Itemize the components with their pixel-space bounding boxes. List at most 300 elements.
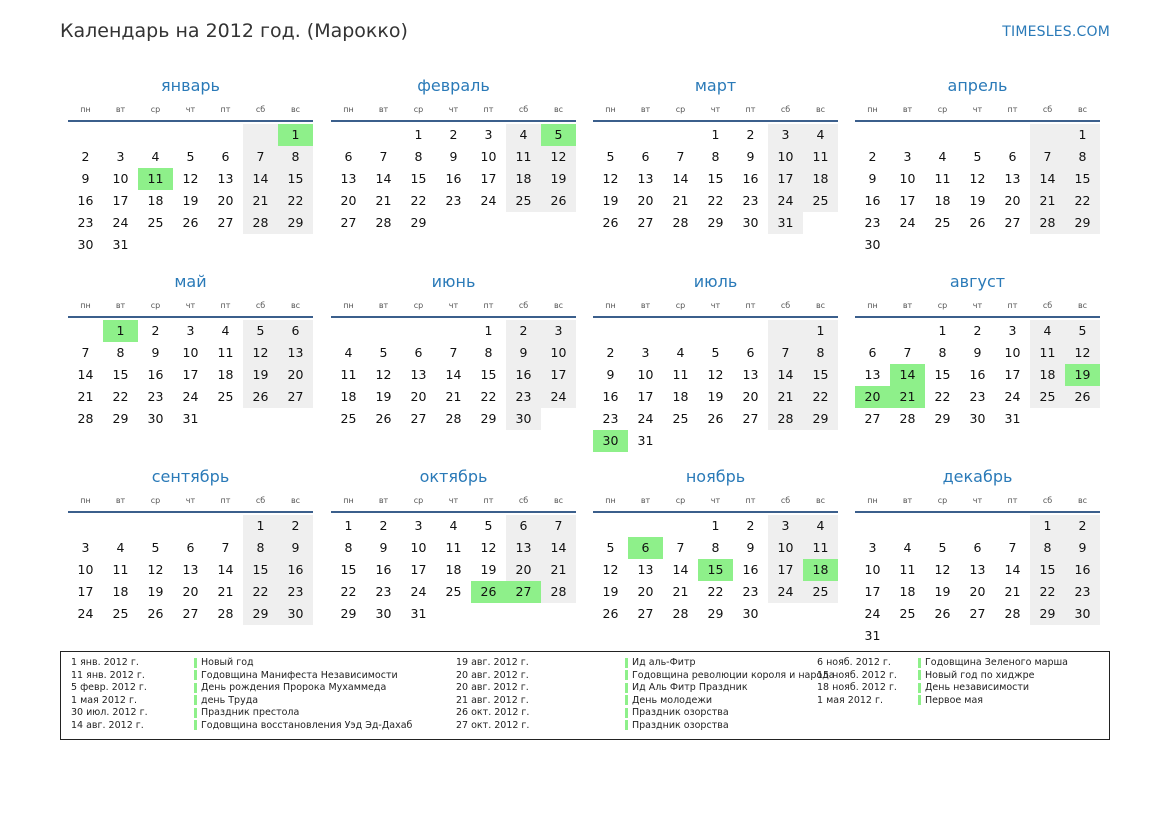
- day-cell: 5: [243, 320, 278, 342]
- day-cell: 3: [116, 149, 125, 164]
- weekday-header: сб: [1042, 496, 1053, 505]
- month-grid: [855, 296, 1100, 430]
- day-cell: 16: [375, 562, 392, 577]
- day-cell: 20: [969, 584, 986, 599]
- weekday-header: вс: [1077, 105, 1088, 114]
- day-cell: 12: [602, 171, 619, 186]
- day-cell: 9: [81, 171, 90, 186]
- empty-day-cell: [173, 515, 208, 537]
- day-cell: 14: [375, 171, 392, 186]
- day-cell: 18: [506, 168, 541, 190]
- day-cell: 4: [151, 149, 160, 164]
- month-name: март: [694, 76, 737, 95]
- weekday-header: чт: [185, 301, 196, 310]
- empty-day-cell: [593, 515, 628, 537]
- month-8: [855, 268, 1100, 430]
- day-cell: 11: [112, 562, 129, 577]
- weekday-header: вт: [640, 496, 651, 505]
- day-cell: 11: [217, 345, 234, 360]
- legend-date: 1 мая 2012 г.: [71, 694, 137, 706]
- day-cell: 6: [414, 345, 423, 360]
- day-cell: 22: [1065, 190, 1100, 212]
- day-cell: 19: [243, 364, 278, 386]
- day-cell: 15: [803, 364, 838, 386]
- day-cell: 2: [449, 127, 458, 142]
- day-cell: 1: [803, 320, 838, 342]
- month-grid: [68, 296, 313, 430]
- weekday-header: пн: [343, 301, 354, 310]
- weekday-header: пт: [745, 105, 756, 114]
- day-cell: 9: [379, 540, 388, 555]
- legend-entry: [71, 695, 412, 708]
- day-cell: 13: [864, 367, 881, 382]
- day-cell: 27: [637, 606, 654, 621]
- day-cell: 1: [414, 127, 423, 142]
- empty-day-cell: [436, 320, 471, 342]
- day-cell: 5: [606, 540, 615, 555]
- day-cell: 15: [1065, 168, 1100, 190]
- weekday-header: вт: [115, 105, 126, 114]
- holiday-day-cell: 1: [103, 320, 138, 342]
- day-cell: 26: [243, 386, 278, 408]
- day-cell: 31: [637, 433, 654, 448]
- holiday-day-cell: 6: [628, 537, 663, 559]
- weekday-header: чт: [710, 496, 721, 505]
- empty-day-cell: [628, 515, 663, 537]
- weekday-header: чт: [448, 105, 459, 114]
- day-cell: 15: [243, 559, 278, 581]
- day-cell: 31: [1004, 411, 1021, 426]
- weekday-header: сб: [780, 105, 791, 114]
- month-4: [855, 72, 1100, 256]
- day-cell: 2: [151, 323, 160, 338]
- day-cell: 5: [484, 518, 493, 533]
- weekday-header: пн: [605, 301, 616, 310]
- day-cell: 14: [445, 367, 462, 382]
- legend-column-2: [456, 657, 835, 733]
- day-cell: 16: [864, 193, 881, 208]
- day-cell: 1: [484, 323, 493, 338]
- day-cell: 26: [707, 411, 724, 426]
- empty-day-cell: [68, 320, 103, 342]
- day-cell: 3: [768, 515, 803, 537]
- month-12: [855, 463, 1100, 647]
- day-cell: 10: [864, 562, 881, 577]
- legend-date: 27 окт. 2012 г.: [456, 719, 530, 731]
- weekday-header: ср: [413, 105, 424, 114]
- day-cell: 31: [182, 411, 199, 426]
- legend-date: 21 авг. 2012 г.: [456, 694, 529, 706]
- legend-entry: [71, 707, 412, 720]
- day-cell: 14: [768, 364, 803, 386]
- day-cell: 7: [379, 149, 388, 164]
- day-cell: 10: [768, 537, 803, 559]
- day-cell: 24: [410, 584, 427, 599]
- day-cell: 2: [868, 149, 877, 164]
- empty-day-cell: [960, 124, 995, 146]
- day-cell: 9: [449, 149, 458, 164]
- weekday-header: чт: [448, 301, 459, 310]
- empty-day-cell: [138, 515, 173, 537]
- day-cell: 14: [672, 171, 689, 186]
- day-cell: 28: [1030, 212, 1065, 234]
- day-cell: 16: [969, 367, 986, 382]
- day-cell: 3: [186, 323, 195, 338]
- legend-holiday-name: Первое мая: [925, 694, 983, 706]
- day-cell: 30: [1065, 603, 1100, 625]
- weekday-header: вс: [815, 301, 826, 310]
- legend-holiday-name: Ид аль-Фитр: [632, 657, 696, 668]
- weekday-header: пн: [867, 301, 878, 310]
- day-cell: 20: [278, 364, 313, 386]
- day-cell: 27: [637, 215, 654, 230]
- day-cell: 4: [344, 345, 353, 360]
- empty-day-cell: [890, 515, 925, 537]
- page-title: Календарь на 2012 год. (Марокко): [60, 20, 408, 42]
- legend-holiday-name: Праздник озорства: [632, 707, 729, 719]
- empty-day-cell: [628, 320, 663, 342]
- month-name: январь: [161, 76, 220, 95]
- day-cell: 4: [676, 345, 685, 360]
- day-cell: 1: [938, 323, 947, 338]
- day-cell: 22: [934, 389, 951, 404]
- weekday-header: ср: [937, 301, 948, 310]
- day-cell: 31: [768, 212, 803, 234]
- weekday-header: вс: [290, 105, 301, 114]
- day-cell: 3: [868, 540, 877, 555]
- day-cell: 4: [506, 124, 541, 146]
- holiday-legend: [60, 651, 1110, 740]
- day-cell: 4: [803, 124, 838, 146]
- legend-marker: [625, 695, 628, 705]
- holiday-day-cell: 1: [278, 124, 313, 146]
- empty-day-cell: [173, 124, 208, 146]
- day-cell: 24: [1004, 389, 1021, 404]
- day-cell: 2: [746, 127, 755, 142]
- day-cell: 4: [803, 515, 838, 537]
- day-cell: 18: [934, 193, 951, 208]
- empty-day-cell: [68, 515, 103, 537]
- day-cell: 9: [746, 540, 755, 555]
- day-cell: 7: [243, 146, 278, 168]
- day-cell: 4: [1030, 320, 1065, 342]
- weekday-header: ср: [937, 105, 948, 114]
- day-cell: 13: [637, 171, 654, 186]
- day-cell: 26: [602, 606, 619, 621]
- day-cell: 19: [541, 168, 576, 190]
- day-cell: 3: [484, 127, 493, 142]
- empty-day-cell: [628, 124, 663, 146]
- weekday-header: пн: [80, 301, 91, 310]
- day-cell: 22: [278, 190, 313, 212]
- day-cell: 12: [182, 171, 199, 186]
- day-cell: 12: [934, 562, 951, 577]
- weekday-header: вс: [1077, 301, 1088, 310]
- weekday-header: сб: [255, 496, 266, 505]
- day-cell: 28: [445, 411, 462, 426]
- legend-marker: [194, 683, 197, 693]
- day-cell: 14: [1030, 168, 1065, 190]
- day-cell: 25: [1030, 386, 1065, 408]
- empty-day-cell: [593, 320, 628, 342]
- day-cell: 6: [973, 540, 982, 555]
- month-grid: [68, 100, 313, 256]
- day-cell: 8: [711, 540, 720, 555]
- weekday-header: чт: [448, 496, 459, 505]
- day-cell: 9: [973, 345, 982, 360]
- empty-day-cell: [366, 320, 401, 342]
- day-cell: 8: [344, 540, 353, 555]
- day-cell: 27: [864, 411, 881, 426]
- legend-date: 26 окт. 2012 г.: [456, 707, 530, 719]
- legend-holiday-name: Годовщина Зеленого марша: [925, 657, 1068, 668]
- day-cell: 12: [480, 540, 497, 555]
- empty-day-cell: [208, 515, 243, 537]
- month-3: [593, 72, 838, 234]
- day-cell: 8: [1030, 537, 1065, 559]
- legend-holiday-name: Новый год по хиджре: [925, 669, 1035, 681]
- day-cell: 15: [480, 367, 497, 382]
- weekday-header: пт: [220, 301, 231, 310]
- month-7: [593, 268, 838, 452]
- holiday-day-cell: 27: [506, 581, 541, 603]
- empty-day-cell: [663, 515, 698, 537]
- day-cell: 27: [969, 606, 986, 621]
- day-cell: 29: [1030, 603, 1065, 625]
- legend-holiday-name: Праздник озорства: [632, 719, 729, 731]
- day-cell: 24: [864, 606, 881, 621]
- day-cell: 12: [1065, 342, 1100, 364]
- day-cell: 17: [480, 171, 497, 186]
- legend-date: 5 февр. 2012 г.: [71, 682, 147, 694]
- day-cell: 2: [278, 515, 313, 537]
- day-cell: 18: [1030, 364, 1065, 386]
- legend-entry: [817, 657, 1068, 670]
- day-cell: 9: [278, 537, 313, 559]
- weekday-header: сб: [255, 105, 266, 114]
- empty-day-cell: [925, 124, 960, 146]
- day-cell: 30: [864, 237, 881, 252]
- day-cell: 2: [746, 518, 755, 533]
- empty-day-cell: [331, 320, 366, 342]
- day-cell: 1: [1030, 515, 1065, 537]
- day-cell: 1: [344, 518, 353, 533]
- day-cell: 25: [934, 215, 951, 230]
- day-cell: 9: [868, 171, 877, 186]
- day-cell: 23: [506, 386, 541, 408]
- day-cell: 20: [340, 193, 357, 208]
- weekday-header: пн: [867, 496, 878, 505]
- day-cell: 5: [151, 540, 160, 555]
- day-cell: 16: [1065, 559, 1100, 581]
- holiday-day-cell: 15: [698, 559, 733, 581]
- day-cell: 14: [1004, 562, 1021, 577]
- legend-holiday-name: Праздник престола: [201, 707, 300, 719]
- day-cell: 30: [375, 606, 392, 621]
- day-cell: 23: [742, 193, 759, 208]
- day-cell: 2: [973, 323, 982, 338]
- weekday-header: сб: [780, 496, 791, 505]
- day-cell: 21: [1030, 190, 1065, 212]
- weekday-header: пн: [80, 496, 91, 505]
- weekday-header: вт: [378, 105, 389, 114]
- day-cell: 19: [375, 389, 392, 404]
- legend-holiday-name: Новый год: [201, 657, 254, 668]
- day-cell: 9: [1065, 537, 1100, 559]
- day-cell: 27: [278, 386, 313, 408]
- day-cell: 30: [742, 606, 759, 621]
- legend-marker: [194, 720, 197, 730]
- day-cell: 17: [541, 364, 576, 386]
- day-cell: 10: [1004, 345, 1021, 360]
- day-cell: 24: [77, 606, 94, 621]
- month-name: февраль: [417, 76, 490, 95]
- day-cell: 19: [602, 584, 619, 599]
- month-grid: [331, 100, 576, 234]
- legend-entry: [71, 657, 412, 670]
- day-cell: 28: [243, 212, 278, 234]
- day-cell: 29: [243, 603, 278, 625]
- day-cell: 20: [742, 389, 759, 404]
- day-cell: 6: [746, 345, 755, 360]
- holiday-day-cell: 30: [593, 430, 628, 452]
- site-link[interactable]: TIMESLES.COM: [1002, 24, 1110, 40]
- day-cell: 10: [77, 562, 94, 577]
- empty-day-cell: [890, 124, 925, 146]
- day-cell: 3: [81, 540, 90, 555]
- day-cell: 17: [768, 559, 803, 581]
- weekday-header: вт: [902, 301, 913, 310]
- day-cell: 8: [278, 146, 313, 168]
- day-cell: 24: [541, 386, 576, 408]
- day-cell: 29: [803, 408, 838, 430]
- day-cell: 25: [672, 411, 689, 426]
- day-cell: 28: [541, 581, 576, 603]
- weekday-header: сб: [1042, 301, 1053, 310]
- day-cell: 20: [410, 389, 427, 404]
- legend-entry: [456, 670, 835, 683]
- weekday-header: пт: [483, 105, 494, 114]
- day-cell: 7: [449, 345, 458, 360]
- holiday-day-cell: 5: [541, 124, 576, 146]
- day-cell: 9: [151, 345, 160, 360]
- day-cell: 29: [278, 212, 313, 234]
- month-grid: [855, 491, 1100, 647]
- legend-holiday-name: День молодежи: [632, 694, 713, 706]
- legend-entry: [456, 657, 835, 670]
- legend-marker: [918, 683, 921, 693]
- day-cell: 30: [77, 237, 94, 252]
- day-cell: 26: [969, 215, 986, 230]
- weekday-header: вт: [902, 105, 913, 114]
- day-cell: 8: [484, 345, 493, 360]
- day-cell: 4: [903, 540, 912, 555]
- legend-date: 14 авг. 2012 г.: [71, 719, 144, 731]
- day-cell: 12: [243, 342, 278, 364]
- day-cell: 1: [711, 127, 720, 142]
- day-cell: 31: [410, 606, 427, 621]
- weekday-header: вт: [115, 496, 126, 505]
- day-cell: 23: [147, 389, 164, 404]
- day-cell: 21: [768, 386, 803, 408]
- weekday-header: пт: [220, 105, 231, 114]
- weekday-header: ср: [413, 496, 424, 505]
- day-cell: 20: [637, 584, 654, 599]
- day-cell: 28: [375, 215, 392, 230]
- day-cell: 10: [410, 540, 427, 555]
- empty-day-cell: [103, 515, 138, 537]
- holiday-day-cell: 20: [855, 386, 890, 408]
- day-cell: 3: [641, 345, 650, 360]
- legend-date: 6 нояб. 2012 г.: [817, 657, 891, 668]
- day-cell: 11: [934, 171, 951, 186]
- empty-day-cell: [855, 124, 890, 146]
- weekday-header: чт: [972, 496, 983, 505]
- day-cell: 26: [182, 215, 199, 230]
- day-cell: 22: [112, 389, 129, 404]
- day-cell: 18: [340, 389, 357, 404]
- day-cell: 23: [278, 581, 313, 603]
- day-cell: 17: [637, 389, 654, 404]
- day-cell: 21: [243, 190, 278, 212]
- day-cell: 18: [147, 193, 164, 208]
- legend-holiday-name: День независимости: [925, 682, 1030, 694]
- empty-day-cell: [138, 124, 173, 146]
- day-cell: 13: [1004, 171, 1021, 186]
- month-grid: [593, 296, 838, 452]
- day-cell: 13: [340, 171, 357, 186]
- day-cell: 17: [182, 367, 199, 382]
- legend-marker: [625, 670, 628, 680]
- day-cell: 3: [1008, 323, 1017, 338]
- empty-day-cell: [855, 320, 890, 342]
- month-9: [68, 463, 313, 625]
- day-cell: 7: [1030, 146, 1065, 168]
- day-cell: 18: [112, 584, 129, 599]
- legend-marker: [194, 695, 197, 705]
- day-cell: 23: [1065, 581, 1100, 603]
- day-cell: 25: [217, 389, 234, 404]
- weekday-header: сб: [780, 301, 791, 310]
- month-10: [331, 463, 576, 625]
- day-cell: 15: [707, 171, 724, 186]
- day-cell: 6: [278, 320, 313, 342]
- empty-day-cell: [331, 124, 366, 146]
- day-cell: 7: [81, 345, 90, 360]
- weekday-header: ср: [937, 496, 948, 505]
- empty-day-cell: [995, 124, 1030, 146]
- legend-entry: [456, 707, 835, 720]
- weekday-header: чт: [710, 301, 721, 310]
- legend-date: 20 авг. 2012 г.: [456, 669, 529, 681]
- weekday-header: вс: [290, 301, 301, 310]
- day-cell: 22: [707, 193, 724, 208]
- day-cell: 8: [938, 345, 947, 360]
- legend-column-3: [817, 657, 1068, 707]
- day-cell: 21: [445, 389, 462, 404]
- day-cell: 21: [77, 389, 94, 404]
- legend-entry: [817, 695, 1068, 708]
- day-cell: 5: [973, 149, 982, 164]
- legend-marker: [625, 708, 628, 718]
- day-cell: 7: [676, 540, 685, 555]
- day-cell: 29: [934, 411, 951, 426]
- weekday-header: вс: [815, 496, 826, 505]
- legend-marker: [918, 695, 921, 705]
- empty-day-cell: [401, 320, 436, 342]
- day-cell: 11: [803, 146, 838, 168]
- weekday-header: вс: [290, 496, 301, 505]
